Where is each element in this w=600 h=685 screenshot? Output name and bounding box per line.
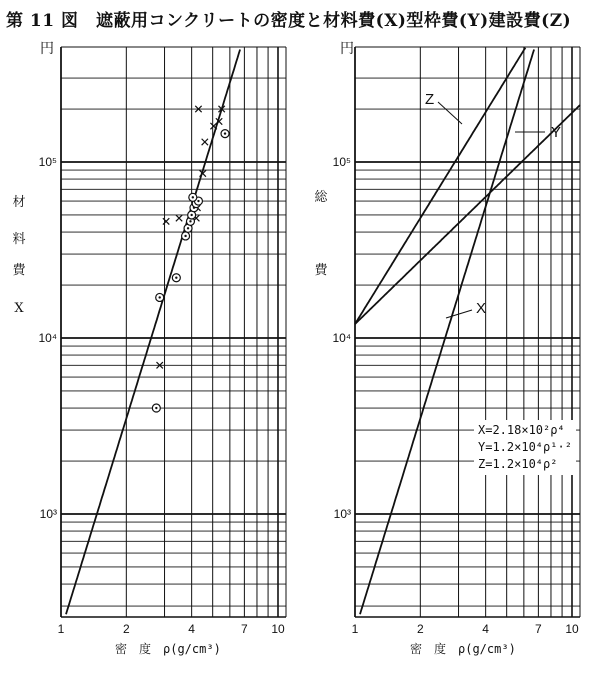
right-x-tick-label: 2 [416, 622, 424, 636]
data-point-x-marker [176, 215, 182, 221]
left-y-unit-label: 円 [40, 41, 54, 57]
left-x-tick-label: 1 [57, 622, 65, 636]
right-y-tick-label: 10⁴ [332, 331, 351, 345]
left-x-tick-label: 10 [271, 622, 285, 636]
right-x-tick-label: 10 [565, 622, 579, 636]
left-y-tick-label: 10³ [39, 507, 57, 521]
formula-legend [474, 420, 576, 475]
data-point-circle-dot [175, 277, 177, 279]
left-y-tick-label: 10⁴ [38, 331, 57, 345]
right-y-tick-label: 10⁵ [332, 155, 351, 169]
formula-z: Z=1.2×10⁴ρ² [478, 457, 558, 471]
left-ylabel-char-4: X [14, 301, 24, 316]
right-x-line [360, 50, 534, 615]
series-label-x: X [476, 300, 487, 317]
right-ylabel-char-1: 総 [314, 190, 328, 205]
data-point-circle-dot [159, 296, 161, 298]
left-ylabel-char-2: 料 [12, 232, 26, 247]
data-point-circle-dot [184, 235, 186, 237]
data-point-circle-dot [190, 214, 192, 216]
right-y-unit-label: 円 [340, 41, 354, 57]
left-x-axis-label: 密 度 ρ(g/cm³) [115, 642, 221, 656]
right-x-tick-label: 7 [535, 622, 542, 636]
figure-title: 第 11 図 遮蔽用コンクリートの密度と材料費(X)型枠費(Y)建設費(Z) [6, 11, 572, 31]
data-point-circle-dot [224, 132, 226, 134]
formula-x: X=2.18×10²ρ⁴ [478, 423, 565, 437]
data-point-x-marker [163, 218, 169, 224]
left-ylabel-char-1: 材 [12, 195, 26, 210]
data-point-circle-dot [189, 220, 191, 222]
right-x-tick-label: 4 [482, 622, 489, 636]
formula-y: Y=1.2×10⁴ρ¹·² [478, 440, 572, 454]
left-y-tick-label: 10⁵ [38, 155, 57, 169]
left-x-tick-label: 2 [122, 622, 130, 636]
data-point-circle-dot [192, 196, 194, 198]
right-x-axis-label: 密 度 ρ(g/cm³) [410, 642, 516, 656]
left-ylabel-char-3: 費 [12, 263, 26, 278]
series-label-y: Y [551, 124, 562, 141]
right-y-tick-label: 10³ [333, 507, 351, 521]
right-z-line [355, 48, 525, 324]
right-x-tick-label: 1 [351, 622, 359, 636]
left-x-line [66, 50, 240, 615]
data-point-circle-dot [197, 200, 199, 202]
left-x-tick-label: 4 [188, 622, 195, 636]
data-point-x-marker [202, 139, 208, 145]
series-label-z: Z [425, 91, 435, 108]
right-ylabel-char-2: 費 [314, 263, 328, 278]
left-x-tick-label: 7 [241, 622, 248, 636]
data-point-circle-dot [155, 407, 157, 409]
data-point-circle-dot [187, 227, 189, 229]
